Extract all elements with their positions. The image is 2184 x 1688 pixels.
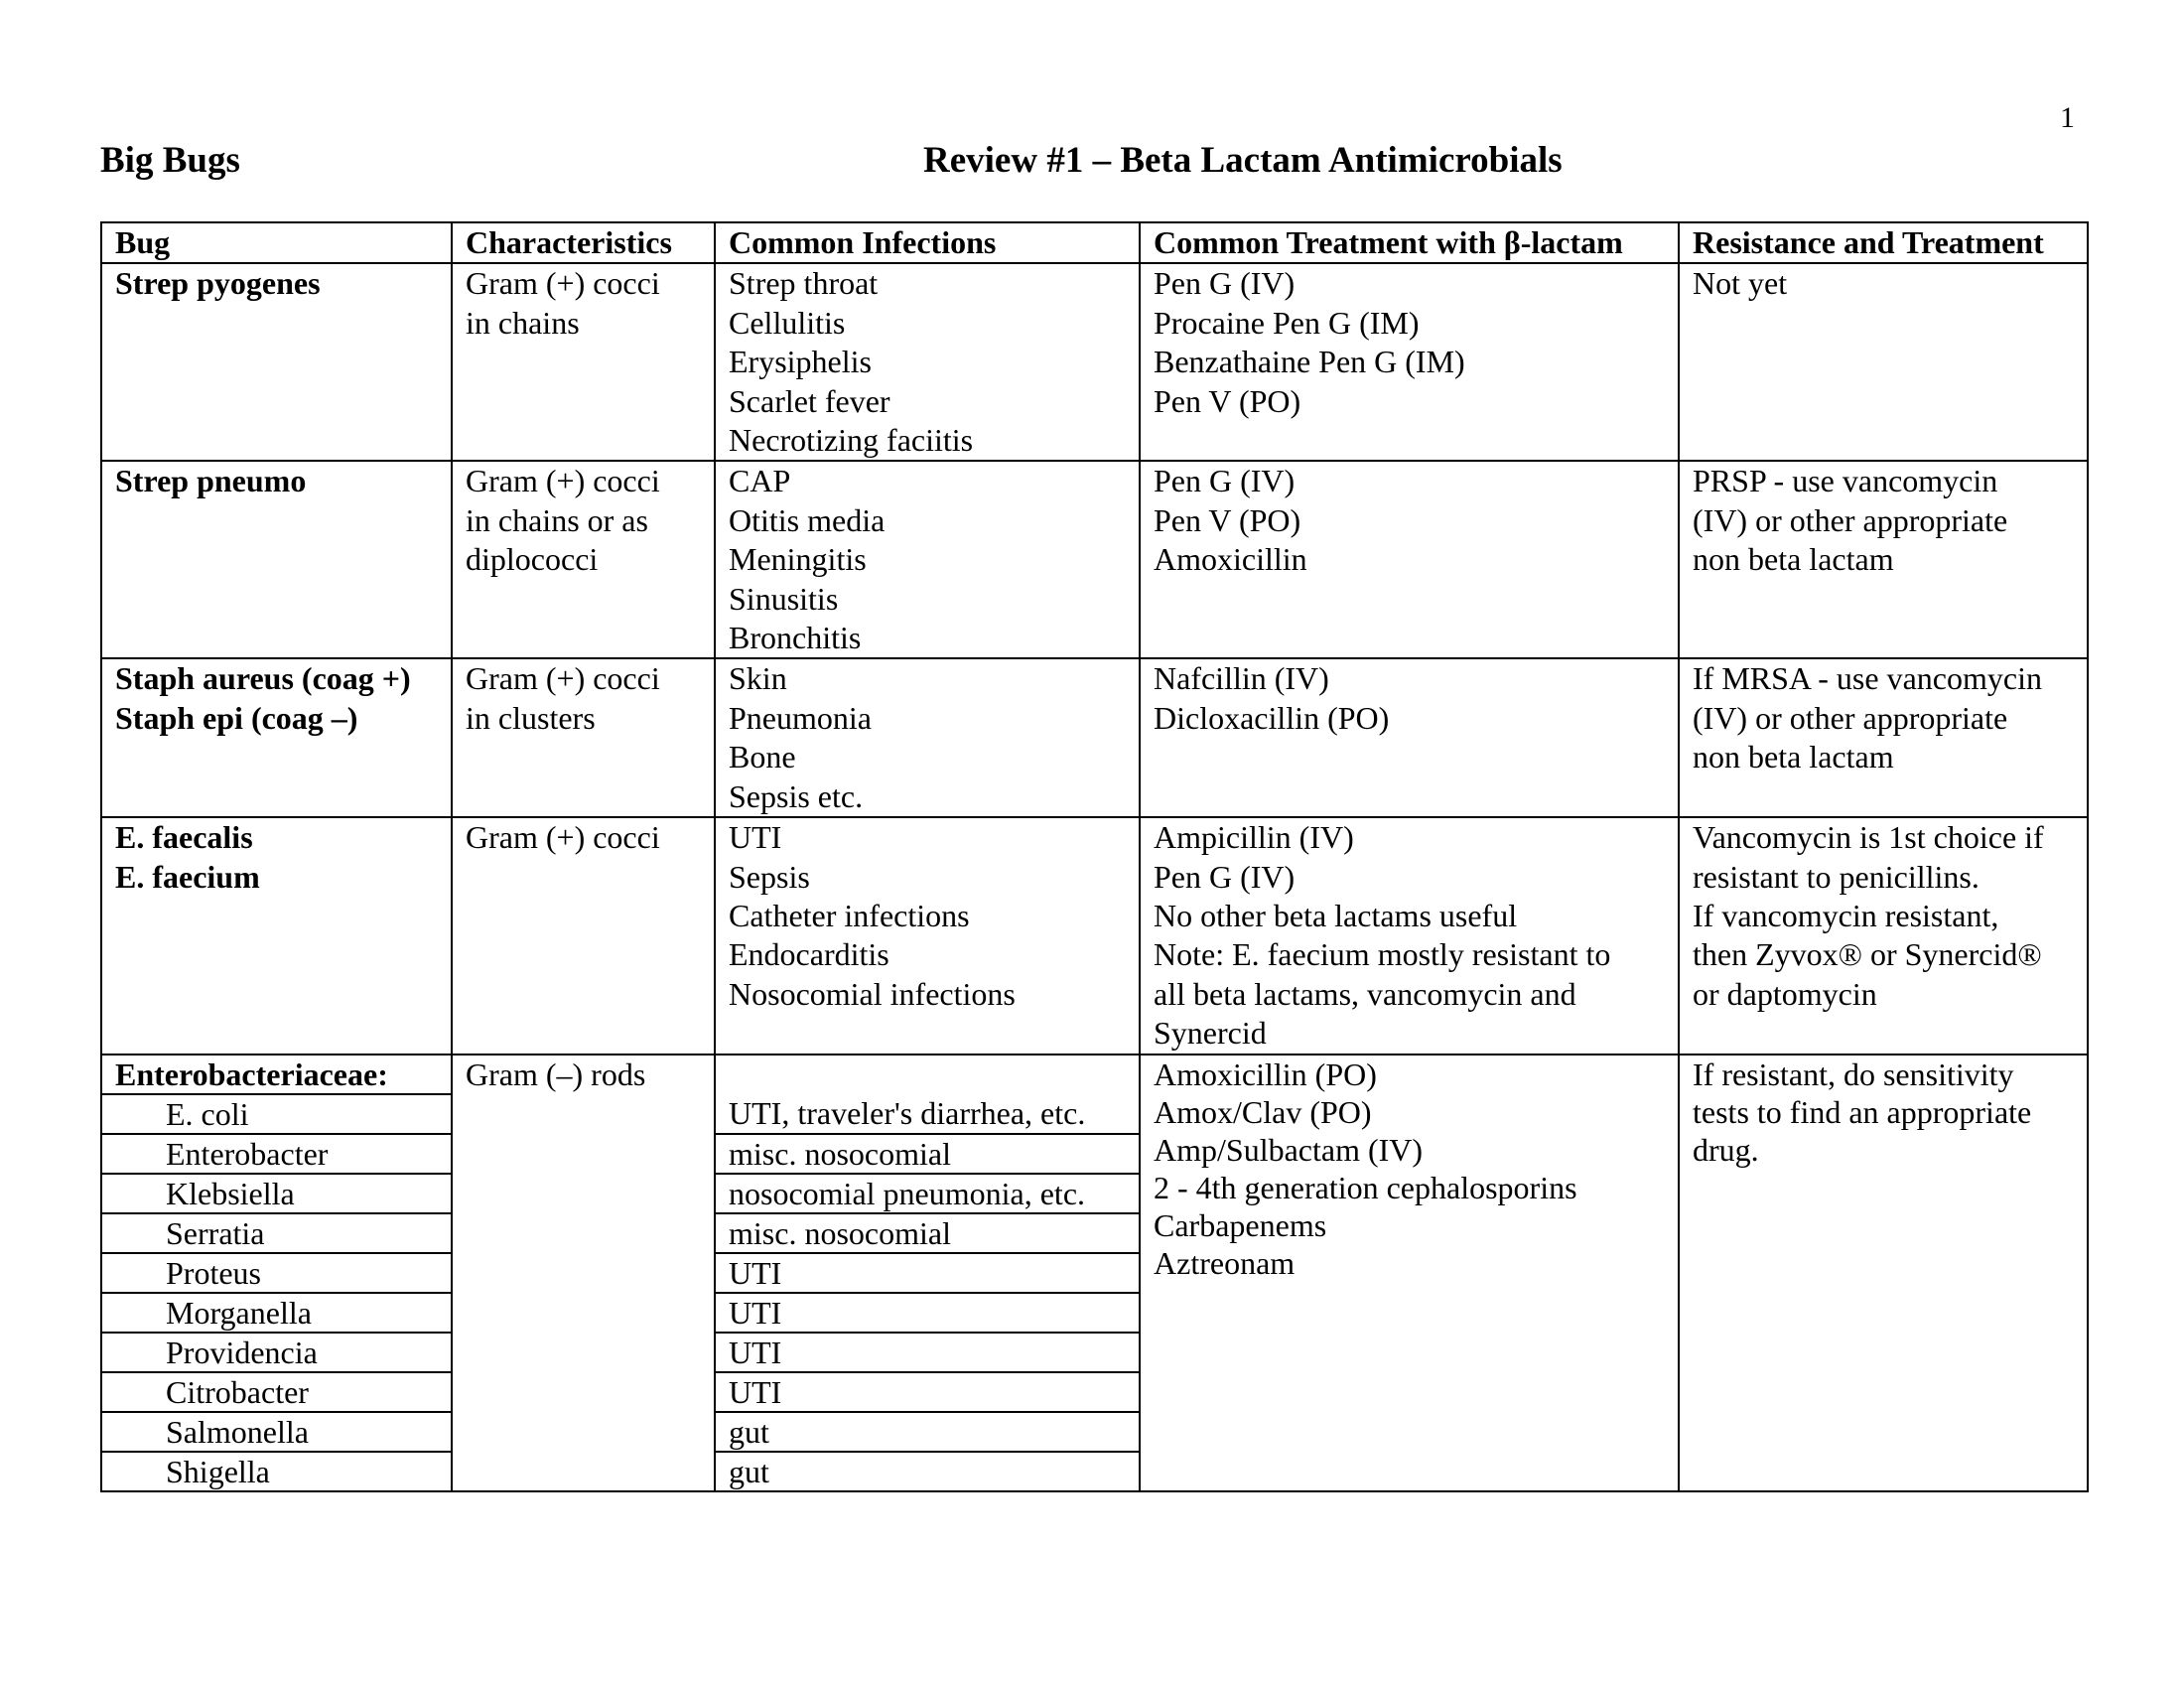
enterobacteriaceae-label: Enterobacteriaceae: [101, 1055, 452, 1094]
bug-cell [101, 817, 452, 1054]
infections-line: Meningitis [729, 541, 867, 578]
enterobacteriaceae-group-row [101, 1055, 2088, 1094]
bug-line: Strep pyogenes [115, 265, 321, 302]
resistance-line: Not yet [1693, 265, 1788, 302]
table-row [101, 658, 2088, 817]
treatment-line: Pen G (IV) [1154, 858, 1296, 895]
characteristics-cell [452, 263, 715, 461]
infections-line: Bone [729, 739, 796, 775]
resistance-line: tests to find an appropriate [1693, 1093, 2032, 1130]
infections-line: Sepsis [729, 858, 810, 895]
treatment-line: Amox/Clav (PO) [1154, 1093, 1372, 1130]
treatment-line: Pen V (PO) [1154, 382, 1301, 419]
resistance-line: If MRSA - use vancomycin [1693, 660, 2042, 697]
organism-infection: misc. nosocomial [715, 1134, 1140, 1174]
infections-line: Sepsis etc. [729, 777, 864, 814]
resistance-cell [1679, 658, 2088, 817]
enterobacteriaceae-characteristics: Gram (–) rods [452, 1055, 715, 1491]
treatment-cell [1140, 817, 1679, 1054]
treatment-line: Nafcillin (IV) [1154, 660, 1329, 697]
resistance-line: Vancomycin is 1st choice if [1693, 819, 2044, 856]
organism-infection: nosocomial pneumonia, etc. [715, 1174, 1140, 1213]
infections-line: Sinusitis [729, 580, 839, 617]
infections-line: Otitis media [729, 501, 886, 538]
header-characteristics: Characteristics [452, 222, 715, 263]
infections-line: UTI [729, 819, 782, 856]
treatment-line: No other beta lactams useful [1154, 897, 1518, 933]
resistance-line: (IV) or other appropriate [1693, 501, 2008, 538]
enterobacteriaceae-infection-blank [715, 1055, 1140, 1094]
characteristics-cell [452, 461, 715, 658]
infections-cell [715, 658, 1140, 817]
infections-line: Pneumonia [729, 699, 872, 736]
table-header-row [101, 222, 2088, 263]
organism-infection: UTI [715, 1333, 1140, 1372]
bug-cell [101, 461, 452, 658]
treatment-line: all beta lactams, vancomycin and [1154, 975, 1576, 1012]
organism-infection: misc. nosocomial [715, 1213, 1140, 1253]
resistance-line: or daptomycin [1693, 975, 1877, 1012]
infections-line: Cellulitis [729, 304, 846, 341]
resistance-line: drug. [1693, 1131, 1759, 1168]
infections-line: Catheter infections [729, 897, 970, 933]
resistance-cell [1679, 263, 2088, 461]
treatment-line: Note: E. faecium mostly resistant to [1154, 936, 1611, 973]
page-number: 1 [2060, 101, 2075, 134]
treatment-line: Aztreonam [1154, 1244, 1296, 1281]
characteristics-line: Gram (+) cocci [466, 660, 660, 697]
organism-name: Enterobacter [101, 1134, 452, 1174]
treatment-line: Pen G (IV) [1154, 265, 1296, 302]
treatment-line: Pen V (PO) [1154, 501, 1301, 538]
bug-line: E. faecalis [115, 819, 253, 856]
enterobacteriaceae-resistance [1679, 1055, 2088, 1491]
organism-infection: UTI [715, 1253, 1140, 1293]
characteristics-line: in clusters [466, 699, 596, 736]
bug-line: Staph aureus (coag +) [115, 660, 411, 697]
organism-name: Klebsiella [101, 1174, 452, 1213]
treatment-line: Benzathaine Pen G (IM) [1154, 344, 1465, 380]
resistance-line: non beta lactam [1693, 739, 1894, 775]
table-row [101, 263, 2088, 461]
treatment-line: Pen G (IV) [1154, 463, 1296, 499]
infections-line: Strep throat [729, 265, 879, 302]
organism-infection: gut [715, 1412, 1140, 1452]
bug-cell [101, 658, 452, 817]
organism-infection: gut [715, 1452, 1140, 1491]
organism-name: E. coli [101, 1094, 452, 1134]
characteristics-line: diplococci [466, 541, 599, 578]
organism-name: Serratia [101, 1213, 452, 1253]
organism-name: Shigella [101, 1452, 452, 1491]
treatment-line: 2 - 4th generation cephalosporins [1154, 1169, 1577, 1205]
infections-line: Erysiphelis [729, 344, 872, 380]
treatment-line: Amoxicillin [1154, 541, 1307, 578]
treatment-line: Synercid [1154, 1015, 1267, 1052]
infections-cell [715, 817, 1140, 1054]
infections-line: Nosocomial infections [729, 975, 1016, 1012]
bug-cell [101, 263, 452, 461]
resistance-cell [1679, 817, 2088, 1054]
characteristics-cell [452, 817, 715, 1054]
treatment-line: Amoxicillin (PO) [1154, 1055, 1377, 1092]
infections-line: Necrotizing faciitis [729, 422, 974, 459]
table-row [101, 461, 2088, 658]
resistance-line: If vancomycin resistant, [1693, 897, 1999, 933]
enterobacteriaceae-treatment [1140, 1055, 1679, 1491]
infections-cell [715, 461, 1140, 658]
resistance-line: PRSP - use vancomycin [1693, 463, 1998, 499]
resistance-line: If resistant, do sensitivity [1693, 1055, 2014, 1092]
bug-line: Staph epi (coag –) [115, 699, 358, 736]
review-title: Review #1 – Beta Lactam Antimicrobials [923, 140, 1563, 181]
characteristics-line: in chains or as [466, 501, 648, 538]
characteristics-line: Gram (+) cocci [466, 265, 660, 302]
header-common-infections: Common Infections [715, 222, 1140, 263]
infections-cell [715, 263, 1140, 461]
treatment-line: Dicloxacillin (PO) [1154, 699, 1390, 736]
organism-name: Providencia [101, 1333, 452, 1372]
infections-line: Bronchitis [729, 620, 862, 656]
organism-name: Proteus [101, 1253, 452, 1293]
table-row [101, 817, 2088, 1054]
treatment-line: Carbapenems [1154, 1206, 1327, 1243]
organism-name: Morganella [101, 1293, 452, 1333]
infections-line: CAP [729, 463, 791, 499]
characteristics-cell [452, 658, 715, 817]
treatment-cell [1140, 263, 1679, 461]
header-resistance: Resistance and Treatment [1679, 222, 2088, 263]
resistance-cell [1679, 461, 2088, 658]
resistance-line: resistant to penicillins. [1693, 858, 1979, 895]
bug-line: E. faecium [115, 858, 260, 895]
treatment-line: Procaine Pen G (IM) [1154, 304, 1420, 341]
resistance-line: non beta lactam [1693, 541, 1894, 578]
organism-infection: UTI, traveler's diarrhea, etc. [715, 1094, 1140, 1134]
infections-line: Scarlet fever [729, 382, 890, 419]
organism-name: Salmonella [101, 1412, 452, 1452]
resistance-line: (IV) or other appropriate [1693, 699, 2008, 736]
treatment-line: Amp/Sulbactam (IV) [1154, 1131, 1424, 1168]
bug-line: Strep pneumo [115, 463, 307, 499]
characteristics-line: Gram (+) cocci [466, 463, 660, 499]
organism-infection: UTI [715, 1372, 1140, 1412]
treatment-line: Ampicillin (IV) [1154, 819, 1354, 856]
header-bug: Bug [101, 222, 452, 263]
header-common-treatment: Common Treatment with β-lactam [1140, 222, 1679, 263]
treatment-cell [1140, 658, 1679, 817]
infections-line: Endocarditis [729, 936, 889, 973]
infections-line: Skin [729, 660, 787, 697]
treatment-cell [1140, 461, 1679, 658]
characteristics-line: in chains [466, 304, 580, 341]
organism-name: Citrobacter [101, 1372, 452, 1412]
document-title: Big Bugs [100, 140, 240, 181]
organism-infection: UTI [715, 1293, 1140, 1333]
antimicrobial-table [100, 221, 2089, 1492]
resistance-line: then Zyvox® or Synercid® [1693, 936, 2042, 973]
characteristics-line: Gram (+) cocci [466, 819, 660, 856]
